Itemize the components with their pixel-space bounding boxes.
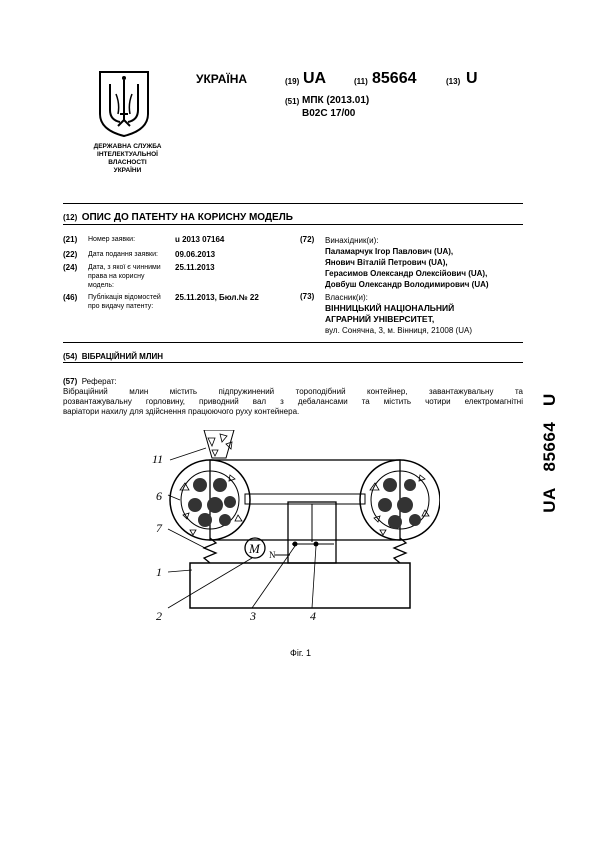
inventor-name: Паламарчук Ігор Павлович (UA), bbox=[325, 247, 454, 256]
divider bbox=[63, 203, 523, 204]
code-13: (13) bbox=[446, 77, 461, 86]
code-22: (22) bbox=[63, 250, 78, 259]
coat-of-arms-emblem bbox=[98, 70, 150, 138]
owner-name: ВІННИЦЬКИЙ НАЦІОНАЛЬНИЙ bbox=[325, 303, 455, 313]
code-12: (12) bbox=[63, 213, 78, 222]
side-country: UA bbox=[540, 487, 559, 513]
side-stamp bbox=[540, 388, 560, 518]
code-72: (72) bbox=[300, 235, 315, 244]
application-number: u 2013 07164 bbox=[175, 235, 225, 244]
abstract-text bbox=[63, 387, 523, 417]
figure-label: 1 bbox=[156, 565, 162, 579]
figure-label: 11 bbox=[152, 452, 164, 466]
inventors-label: Винахідник(и): bbox=[325, 236, 379, 245]
biblio-label: Публікація відомостей bbox=[88, 294, 161, 301]
motor-letter: M bbox=[249, 541, 260, 556]
code-24: (24) bbox=[63, 263, 78, 272]
code-46: (46) bbox=[63, 293, 78, 302]
figure-label: 2 bbox=[156, 609, 162, 623]
owner-label: Власник(и): bbox=[325, 293, 368, 302]
biblio-label: модель: bbox=[88, 282, 114, 289]
agency-name: ДЕРЖАВНА СЛУЖБА ІНТЕЛЕКТУАЛЬНОЇ ВЛАСНОСТІ УКРАЇНИ bbox=[93, 143, 162, 174]
divider bbox=[63, 362, 523, 363]
biblio-label: Дата подання заявки: bbox=[88, 251, 158, 258]
country-name: УКРАЇНА bbox=[196, 72, 248, 86]
biblio-label: Дата, з якої є чинними bbox=[88, 264, 161, 271]
doc-kind: U bbox=[466, 70, 478, 87]
figure-drawing bbox=[140, 430, 440, 630]
ipc-class: B02C 17/00 bbox=[302, 108, 356, 119]
figure-label: 7 bbox=[156, 521, 162, 535]
side-kind: U bbox=[540, 393, 559, 407]
divider bbox=[63, 224, 523, 225]
publication-info: 25.11.2013, Бюл.№ 22 bbox=[175, 293, 259, 302]
code-19: (19) bbox=[285, 77, 300, 86]
figure-label: 4 bbox=[310, 609, 316, 623]
owner-name: АГРАРНИЙ УНІВЕРСИТЕТ, bbox=[325, 314, 435, 324]
abstract-line: розвантажувальну горловину, приводний вал з дебалансами та містить чотири електромагнітні bbox=[63, 397, 523, 406]
inventor-name: Герасимов Олександр Олексійович (UA), bbox=[325, 269, 488, 278]
document-type-text: ОПИС ДО ПАТЕНТУ НА КОРИСНУ МОДЕЛЬ bbox=[81, 212, 293, 223]
inventor-name: Янович Віталій Петрович (UA), bbox=[325, 258, 448, 267]
abstract-line: Вібраційний млин містить підпружинений тороподібний контейнер, завантажувальну та bbox=[63, 387, 523, 396]
figure-label: 6 bbox=[156, 489, 162, 503]
inventor-name: Довбуш Олександр Володимирович (UA) bbox=[325, 280, 489, 289]
code-57: (57) bbox=[63, 377, 78, 386]
code-21: (21) bbox=[63, 235, 78, 244]
abstract-label: Реферат: bbox=[81, 377, 117, 386]
figure-label: 3 bbox=[250, 609, 256, 623]
code-51: (51) bbox=[285, 97, 300, 106]
code-73: (73) bbox=[300, 292, 315, 301]
code-54: (54) bbox=[63, 352, 78, 361]
utility-model-name: ВІБРАЦІЙНИЙ МЛИН bbox=[81, 352, 163, 361]
patent-number: 85664 bbox=[372, 70, 417, 87]
side-number: 85664 bbox=[540, 421, 559, 472]
ipc-label: МПК (2013.01) bbox=[302, 95, 370, 106]
owner-address: вул. Сонячна, 3, м. Вінниця, 21008 (UA) bbox=[325, 326, 472, 335]
biblio-label: Номер заявки: bbox=[88, 236, 136, 243]
divider bbox=[63, 342, 523, 343]
biblio-label: про видачу патенту: bbox=[88, 303, 154, 310]
abstract-line: варіатори нахилу для здійснення працюючого руху контейнера. bbox=[63, 407, 300, 416]
filing-date: 09.06.2013 bbox=[175, 250, 216, 259]
code-11: (11) bbox=[354, 77, 368, 86]
document-type-title bbox=[63, 207, 293, 225]
country-code: UA bbox=[303, 70, 327, 87]
biblio-label: права на корисну bbox=[88, 273, 145, 280]
effective-date: 25.11.2013 bbox=[175, 263, 215, 272]
motor-tag: N bbox=[269, 550, 276, 560]
figure-caption: Фіг. 1 bbox=[290, 648, 312, 658]
